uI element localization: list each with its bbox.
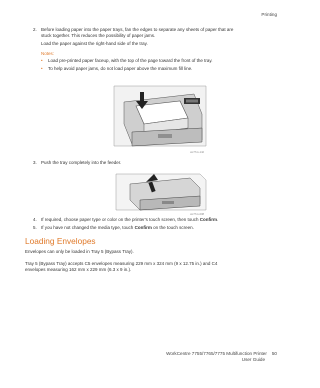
document-page: Printing 2. Before loading paper into the paper trays, fan the edges to separate any sheets of paper that are stuck together. This reduces the possibility of paper jams. Load the paper against the right-hand side of the tray. Notes: • Load pre-printed paper faceup, with the top of the page toward the front of the tray. • To help avoid paper jams, do not load paper above the maximum fill line. wc77xx-142 3. Push the tray completely into the feeder. wc77xx-008 4. If required, choose paper type or color on the printer's touch screen, then touch Confirm. 5. If you have not changed the media type, touch Confirm on the touch screen. Loading Envelopes Envelopes can only be loaded in Tray 5 (Bypass Tray). Tray 5 (Bypass Tray) accepts C5 envelopes measuring 229 mm x 324 mm (9 x 12.75 in.) and C4 envelopes measuring 162 mm x 229 mm (6.3 x 9 in.). WorkCentre 7755/7765/7775 Multifunction Printer 50 User Guide — [25, 12, 277, 362]
footer-guide: User Guide — [241, 357, 265, 362]
step-number: 3. — [33, 160, 37, 165]
step-number: 4. — [33, 217, 37, 222]
step-2-line-3: Load the paper against the right-hand side of the tray. — [41, 41, 148, 47]
tray-push-figure — [110, 170, 210, 214]
page-number: 50 — [271, 351, 277, 356]
step-2-line-1: Before loading paper into the paper trays, fan the edges to separate any sheets of paper that are — [41, 27, 234, 32]
step-number: 5. — [33, 225, 37, 230]
tray-push-illustration — [110, 170, 210, 214]
header-section-title: Printing — [261, 12, 277, 17]
confirm-label: Confirm — [134, 225, 152, 230]
footer-product: WorkCentre 7755/7765/7775 Multifunction Printer — [166, 351, 267, 356]
step-2-line-2: stuck together. This reduces the possibility of paper jams. — [41, 33, 156, 39]
paragraph-2: Tray 5 (Bypass Tray) accepts C5 envelopes measuring 229 mm x 324 mm (9 x 12.75 in.) and C4 envelopes measuring 162 mm x 229 mm (6.3 x 9 in.). — [25, 261, 218, 273]
step-3-text: Push the tray completely into the feeder. — [41, 160, 122, 165]
confirm-label: Confirm — [199, 217, 217, 222]
bullet-icon: • — [41, 58, 43, 63]
bullet-icon: • — [41, 66, 43, 71]
tray-loading-figure — [110, 84, 210, 154]
tray-loading-illustration — [110, 84, 210, 154]
figure-code-2: wc77xx-008 — [190, 213, 204, 216]
section-heading: Loading Envelopes — [25, 236, 96, 246]
footer-product-line — [117, 351, 277, 356]
figure-code-1: wc77xx-142 — [190, 151, 204, 154]
step-number: 2. — [33, 27, 37, 32]
paragraph-1: Envelopes can only be loaded in Tray 5 (Bypass Tray). — [25, 249, 134, 254]
notes-label: Notes: — [41, 51, 55, 56]
